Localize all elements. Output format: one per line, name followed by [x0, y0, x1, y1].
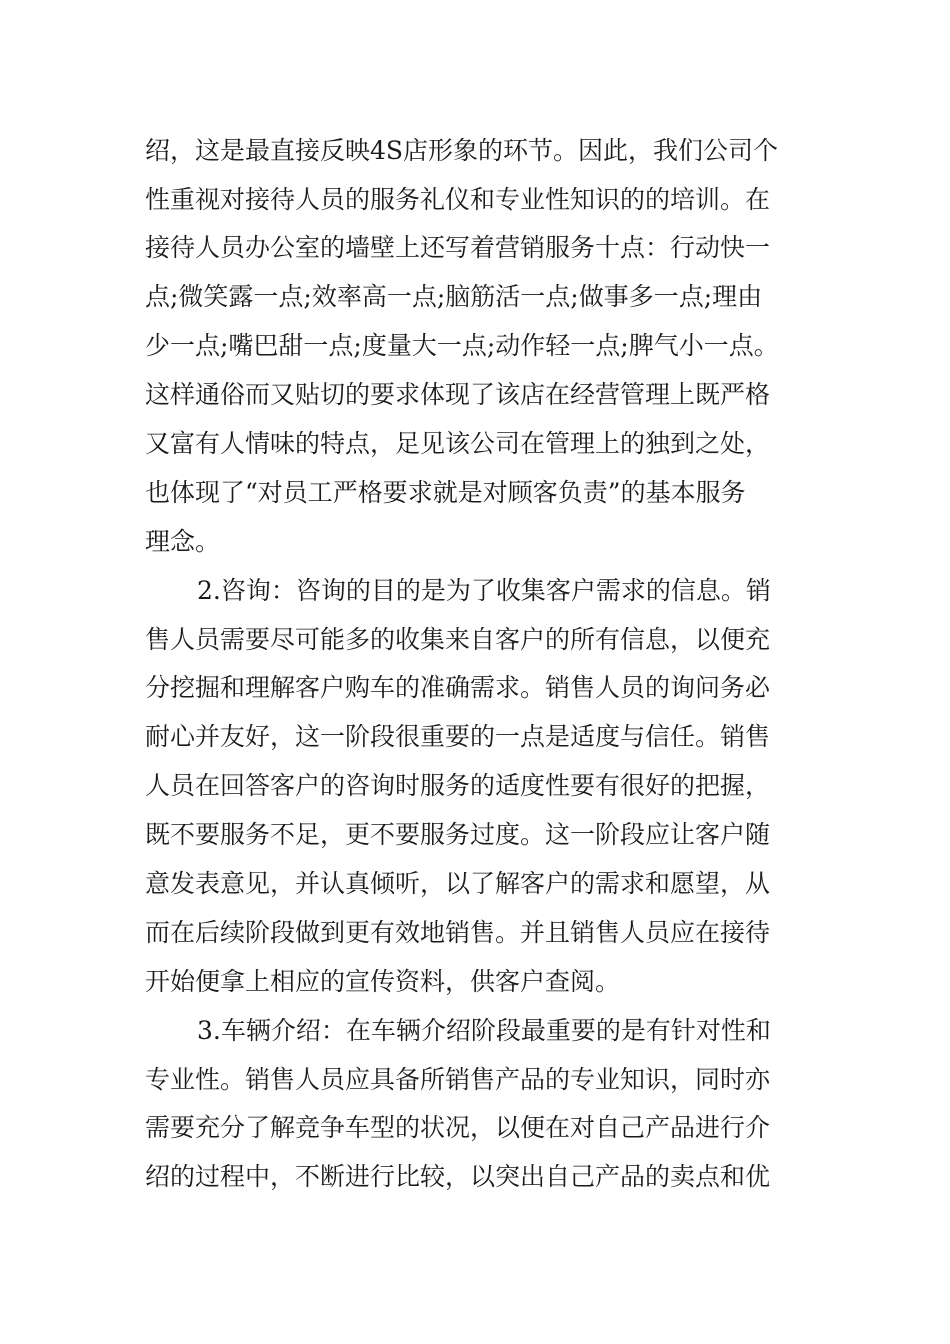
paragraph-line: 既不要服务不足，更不要服务过度。这一阶段应让客户随	[145, 820, 771, 850]
paragraph-line: 分挖掘和理解客户购车的准确需求。销售人员的询问务必	[145, 673, 771, 703]
paragraph-line: 而在后续阶段做到更有效地销售。并且销售人员应在接待	[145, 917, 771, 947]
paragraph-line: 理念。	[145, 526, 221, 556]
document-body	[145, 127, 805, 1202]
section-heading-vehicle-introduction: 3.车辆介绍：在车辆介绍阶段最重要的是有针对性和	[197, 1015, 771, 1045]
paragraph-line: 也体现了“对员工严格要求就是对顾客负责”的基本服务	[145, 477, 746, 507]
paragraph-line: 意发表意见，并认真倾听，以了解客户的需求和愿望，从	[145, 868, 771, 898]
paragraph-line: 专业性。销售人员应具备所销售产品的专业知识，同时亦	[145, 1064, 771, 1094]
paragraph-line: 这样通俗而又贴切的要求体现了该店在经营管理上既严格	[145, 380, 771, 410]
paragraph-line: 开始便拿上相应的宣传资料，供客户查阅。	[145, 966, 621, 996]
paragraph-line: 售人员需要尽可能多的收集来自客户的所有信息，以便充	[145, 624, 771, 654]
paragraph-line: 又富有人情味的特点，足见该公司在管理上的独到之处，	[145, 428, 771, 458]
paragraph-line: 点;微笑露一点;效率高一点;脑筋活一点;做事多一点;理由	[145, 282, 763, 312]
paragraph-line: 少一点;嘴巴甜一点;度量大一点;动作轻一点;脾气小一点。	[145, 331, 779, 361]
paragraph-line: 接待人员办公室的墙壁上还写着营销服务十点：行动快一	[145, 233, 771, 263]
paragraph-line: 耐心并友好，这一阶段很重要的一点是适度与信任。销售	[145, 722, 771, 752]
paragraph-line: 需要充分了解竞争车型的状况，以便在对自己产品进行介	[145, 1113, 771, 1143]
paragraph-line: 性重视对接待人员的服务礼仪和专业性知识的的培训。在	[145, 184, 771, 214]
paragraph-line: 绍的过程中，不断进行比较，以突出自己产品的卖点和优	[145, 1162, 771, 1192]
paragraph-line: 人员在回答客户的咨询时服务的适度性要有很好的把握，	[145, 771, 771, 801]
section-heading-consultation: 2.咨询：咨询的目的是为了收集客户需求的信息。销	[197, 575, 771, 605]
paragraph-line: 绍，这是最直接反映4S店形象的环节。因此，我们公司个	[145, 136, 779, 165]
